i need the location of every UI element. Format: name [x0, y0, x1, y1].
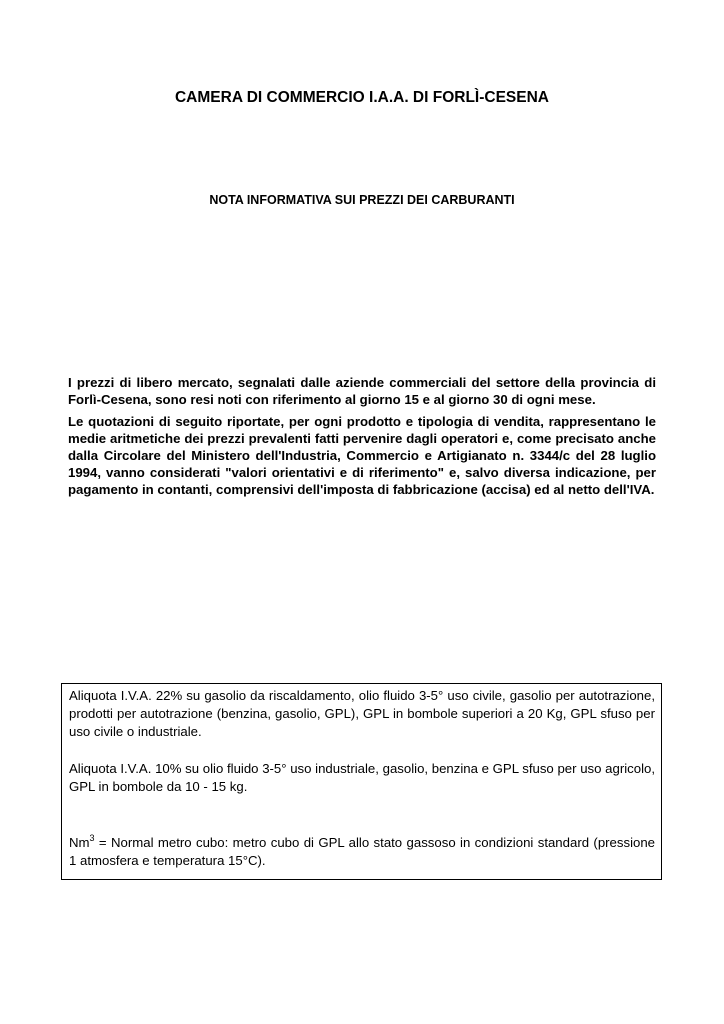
intro-paragraph-1: I prezzi di libero mercato, segnalati dalle aziende commerciali del settore della provincia di Forlì-Cesena, sono resi noti con riferimento al giorno 15 e al giorno 30 di ogni mese. — [68, 375, 656, 407]
nm3-unit: Nm — [69, 835, 90, 850]
intro-section — [68, 374, 656, 503]
intro-paragraph-2: Le quotazioni di seguito riportate, per ogni prodotto e tipologia di vendita, rappresentano le medie aritmetiche dei prezzi prevalenti fatti pervenire dagli operatori e, come precisato anche dalla Circolare del Ministero dell'Industria, Commercio e Artigianato n. 3344/c del 28 luglio 1994, vanno considerati "valori orientativi e di riferimento" e, salvo diversa indicazione, per pagamento in contanti, comprensivi dell'imposta di fabbricazione (accisa) ed al netto dell'IVA. — [68, 414, 656, 497]
notes-box — [61, 683, 662, 880]
document-title: CAMERA DI COMMERCIO I.A.A. DI FORLÌ-CESENA — [174, 89, 549, 106]
note-iva-10: Aliquota I.V.A. 10% su olio fluido 3-5° uso industriale, gasolio, benzina e GPL sfuso per uso agricolo, GPL in bombole da 10 - 15 kg. — [69, 761, 655, 794]
note-iva-22: Aliquota I.V.A. 22% su gasolio da riscaldamento, olio fluido 3-5° uso civile, gasolio per autotrazione, prodotti per autotrazione (benzina, gasolio, GPL), GPL in bombole superiori a 20 Kg, GPL sfuso per uso civile o industriale. — [69, 688, 655, 739]
nm3-definition: = Normal metro cubo: metro cubo di GPL allo stato gassoso in condizioni standard (pressione 1 atmosfera e temperatura 15°C). — [69, 835, 655, 868]
nm3-exponent: 3 — [89, 833, 95, 843]
document-subtitle: NOTA INFORMATIVA SUI PREZZI DEI CARBURANTI — [209, 193, 515, 207]
note-nm3 — [69, 834, 655, 870]
